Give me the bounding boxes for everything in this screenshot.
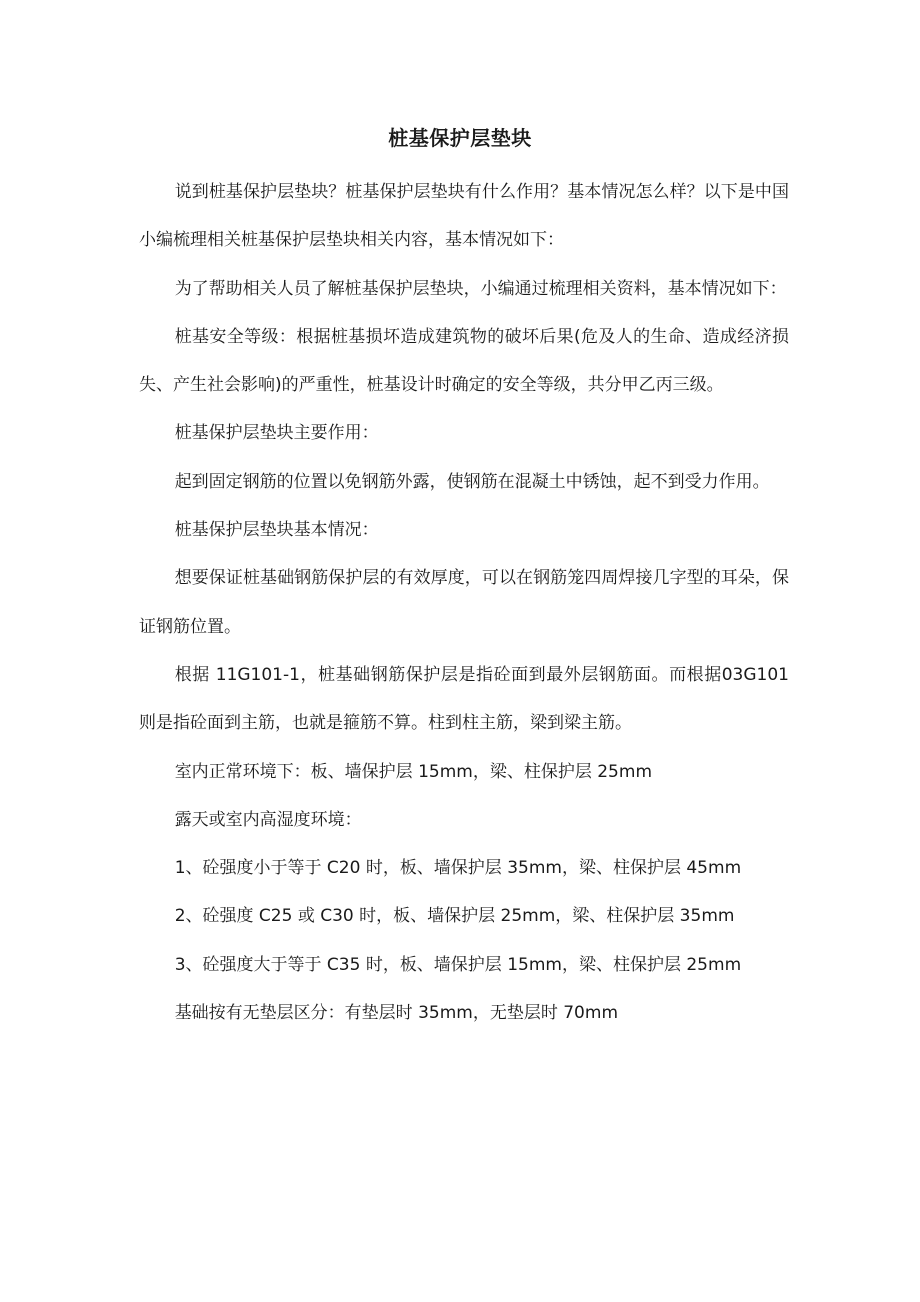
list-item: 1、砼强度小于等于 C20 时，板、墙保护层 35mm，梁、柱保护层 45mm — [174, 858, 742, 879]
paragraph-main-function-heading: 桩基保护层垫块主要作用： — [174, 423, 379, 444]
paragraph-main-function: 起到固定钢筋的位置以免钢筋外露，使钢筋在混凝土中锈蚀，起不到受力作用。 — [174, 471, 770, 492]
paragraph-purpose: 为了帮助相关人员了解桩基保护层垫块，小编通过梳理相关资料，基本情况如下： — [174, 278, 787, 299]
paragraph-basic-info-heading: 桩基保护层垫块基本情况： — [174, 520, 379, 541]
paragraph-outdoor-heading: 露天或室内高湿度环境： — [174, 809, 362, 830]
list-item: 3、砼强度大于等于 C35 时，板、墙保护层 15mm，梁、柱保护层 25mm — [174, 954, 742, 975]
paragraph-intro: 说到桩基保护层垫块？桩基保护层垫块有什么作用？基本情况怎么样？以下是中国小编梳理相关桩基保护层垫块相关内容，基本情况如下： — [139, 182, 789, 251]
paragraph-basic-info: 想要保证桩基础钢筋保护层的有效厚度，可以在钢筋笼四周焊接几字型的耳朵，保证钢筋位置。 — [139, 568, 789, 637]
paragraph-safety-level: 桩基安全等级：根据桩基损坏造成建筑物的破坏后果(危及人的生命、造成经济损失、产生社会影响)的严重性，桩基设计时确定的安全等级，共分甲乙丙三级。 — [139, 326, 789, 396]
paragraph-standard-reference: 根据 11G101-1，桩基础钢筋保护层是指砼面到最外层钢筋面。而根据03G101 则是指砼面到主筋，也就是箍筋不算。柱到柱主筋，梁到梁主筋。 — [139, 664, 789, 734]
paragraph-indoor-normal: 室内正常环境下：板、墙保护层 15mm，梁、柱保护层 25mm — [174, 761, 652, 782]
paragraph-foundation: 基础按有无垫层区分：有垫层时 35mm，无垫层时 70mm — [174, 1003, 618, 1024]
list-item: 2、砼强度 C25 或 C30 时，板、墙保护层 25mm，梁、柱保护层 35mm — [174, 906, 735, 927]
document-body — [139, 168, 789, 1037]
document-title: 桩基保护层垫块 — [388, 126, 532, 150]
